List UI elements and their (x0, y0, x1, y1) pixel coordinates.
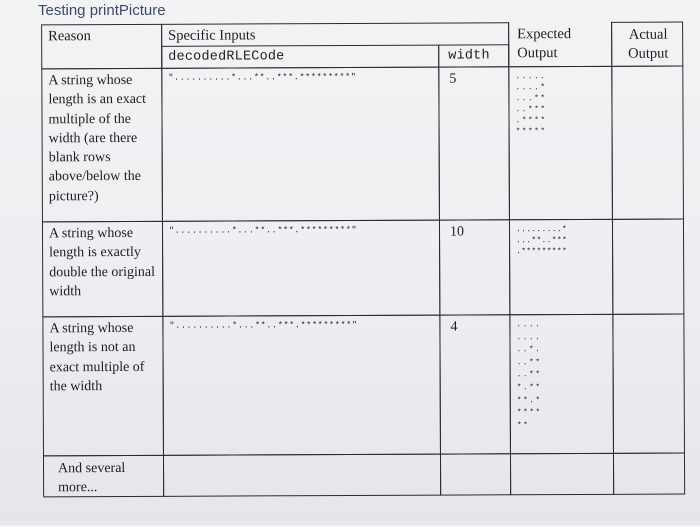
row-3-expected-picture: .... .... ..*. ..** ..** *.** **.* **** ** (516, 320, 542, 431)
header-expected-output-label: Expected Output (517, 26, 572, 62)
header-decoded-rle-code (161, 45, 439, 69)
row-2-width (439, 219, 510, 315)
row-3-input-string: "..........*...**..***.*********" (169, 319, 358, 331)
header-specific-inputs-label: Specific Inputs (168, 27, 256, 44)
row-2-input (162, 220, 440, 317)
page-title: Testing printPicture (38, 2, 166, 19)
row-1-width-value: 5 (449, 71, 457, 87)
row-4-reason (43, 455, 164, 498)
header-width (438, 44, 509, 67)
row-1-input (161, 67, 440, 222)
row-4-actual (613, 453, 685, 495)
row-2-width-value: 10 (449, 224, 465, 240)
header-reason-label: Reason (48, 28, 91, 45)
row-1-input-string: "..........*...**..***.*********" (168, 71, 357, 83)
row-4-input (163, 454, 441, 497)
header-reason (41, 24, 162, 70)
row-3-input (162, 315, 441, 456)
row-4-width (440, 453, 511, 495)
row-2-actual (612, 219, 684, 315)
header-width-label: width (448, 48, 490, 64)
header-expected-output (508, 22, 612, 67)
row-4-expected (510, 453, 614, 495)
row-3-reason-text: A string whose length is not an exact multiple of the width (49, 320, 145, 395)
row-1-reason-text: A string whose length is an exact multiple of the width (are there blank rows above/below the picture?) (48, 72, 147, 205)
row-1-width (438, 66, 510, 220)
row-3-width-value: 4 (450, 319, 458, 335)
row-1-expected-picture: ..... ....* ...** ..*** .**** ***** (515, 72, 547, 137)
row-2-expected-picture: .........* ...**..*** .********* (515, 225, 568, 257)
row-3-width (439, 314, 511, 454)
header-decoded-rle-code-label: decodedRLECode (168, 49, 285, 65)
row-4-reason-text: And several more... (58, 460, 126, 496)
row-2-reason (42, 221, 163, 318)
row-1-expected (508, 66, 613, 220)
header-actual-output (611, 22, 683, 67)
row-3-actual (612, 314, 685, 454)
row-3-reason (42, 316, 164, 457)
row-2-reason-text: A string whose length is exactly double the original width (48, 225, 155, 300)
row-1-reason (41, 68, 163, 223)
row-1-actual (611, 66, 684, 220)
row-2-expected (509, 219, 613, 315)
row-2-input-string: "..........*...**..***.*********" (168, 224, 358, 236)
header-actual-output-label: Actual Output (628, 26, 669, 62)
row-3-expected (509, 314, 614, 454)
